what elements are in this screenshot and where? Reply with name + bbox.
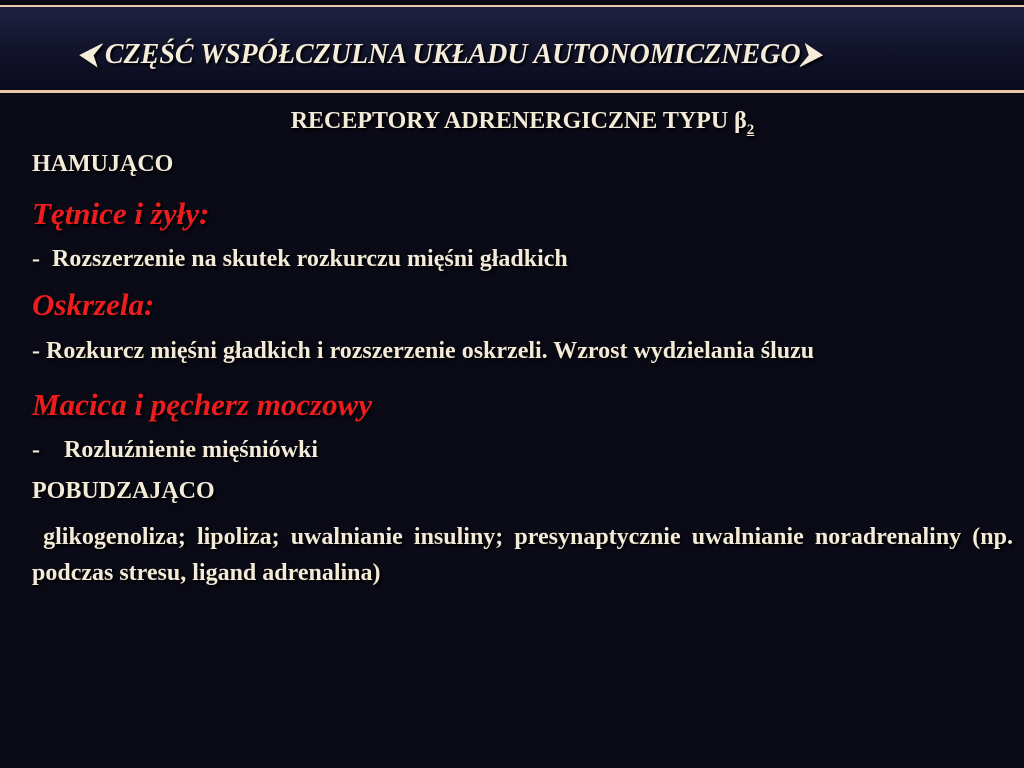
excitatory-label: POBUDZAJĄCO bbox=[32, 477, 215, 504]
header-bar bbox=[0, 5, 1024, 93]
subtitle-subscript: 2 bbox=[746, 121, 755, 138]
bronchi-heading: Oskrzela: bbox=[32, 286, 155, 322]
excitatory-text: glikogenoliza; lipoliza; uwalnianie insuliny; presynaptycznie uwalnianie noradrenaliny (np. podczas stresu, ligand adrenalina) bbox=[32, 523, 1019, 586]
slide-title: ⮜ CZĘŚĆ WSPÓŁCZULNA UKŁADU AUTONOMICZNEGO⮞ bbox=[78, 39, 821, 70]
inhibitory-label: HAMUJĄCO bbox=[32, 150, 174, 177]
slide-subtitle bbox=[32, 108, 1013, 139]
subtitle-text: RECEPTORY ADRENERGICZNE TYPU β bbox=[290, 108, 747, 134]
arteries-heading: Tętnice i żyły: bbox=[32, 195, 210, 231]
uterus-heading: Macica i pęcherz moczowy bbox=[32, 386, 373, 422]
uterus-text: - Rozluźnienie mięśniówki bbox=[32, 436, 318, 463]
slide-content bbox=[32, 108, 1019, 591]
bronchi-text: - Rozkurcz mięśni gładkich i rozszerzenie oskrzeli. Wzrost wydzielania śluzu bbox=[32, 337, 815, 364]
arteries-text: - Rozszerzenie na skutek rozkurczu mięśni gładkich bbox=[32, 245, 568, 272]
